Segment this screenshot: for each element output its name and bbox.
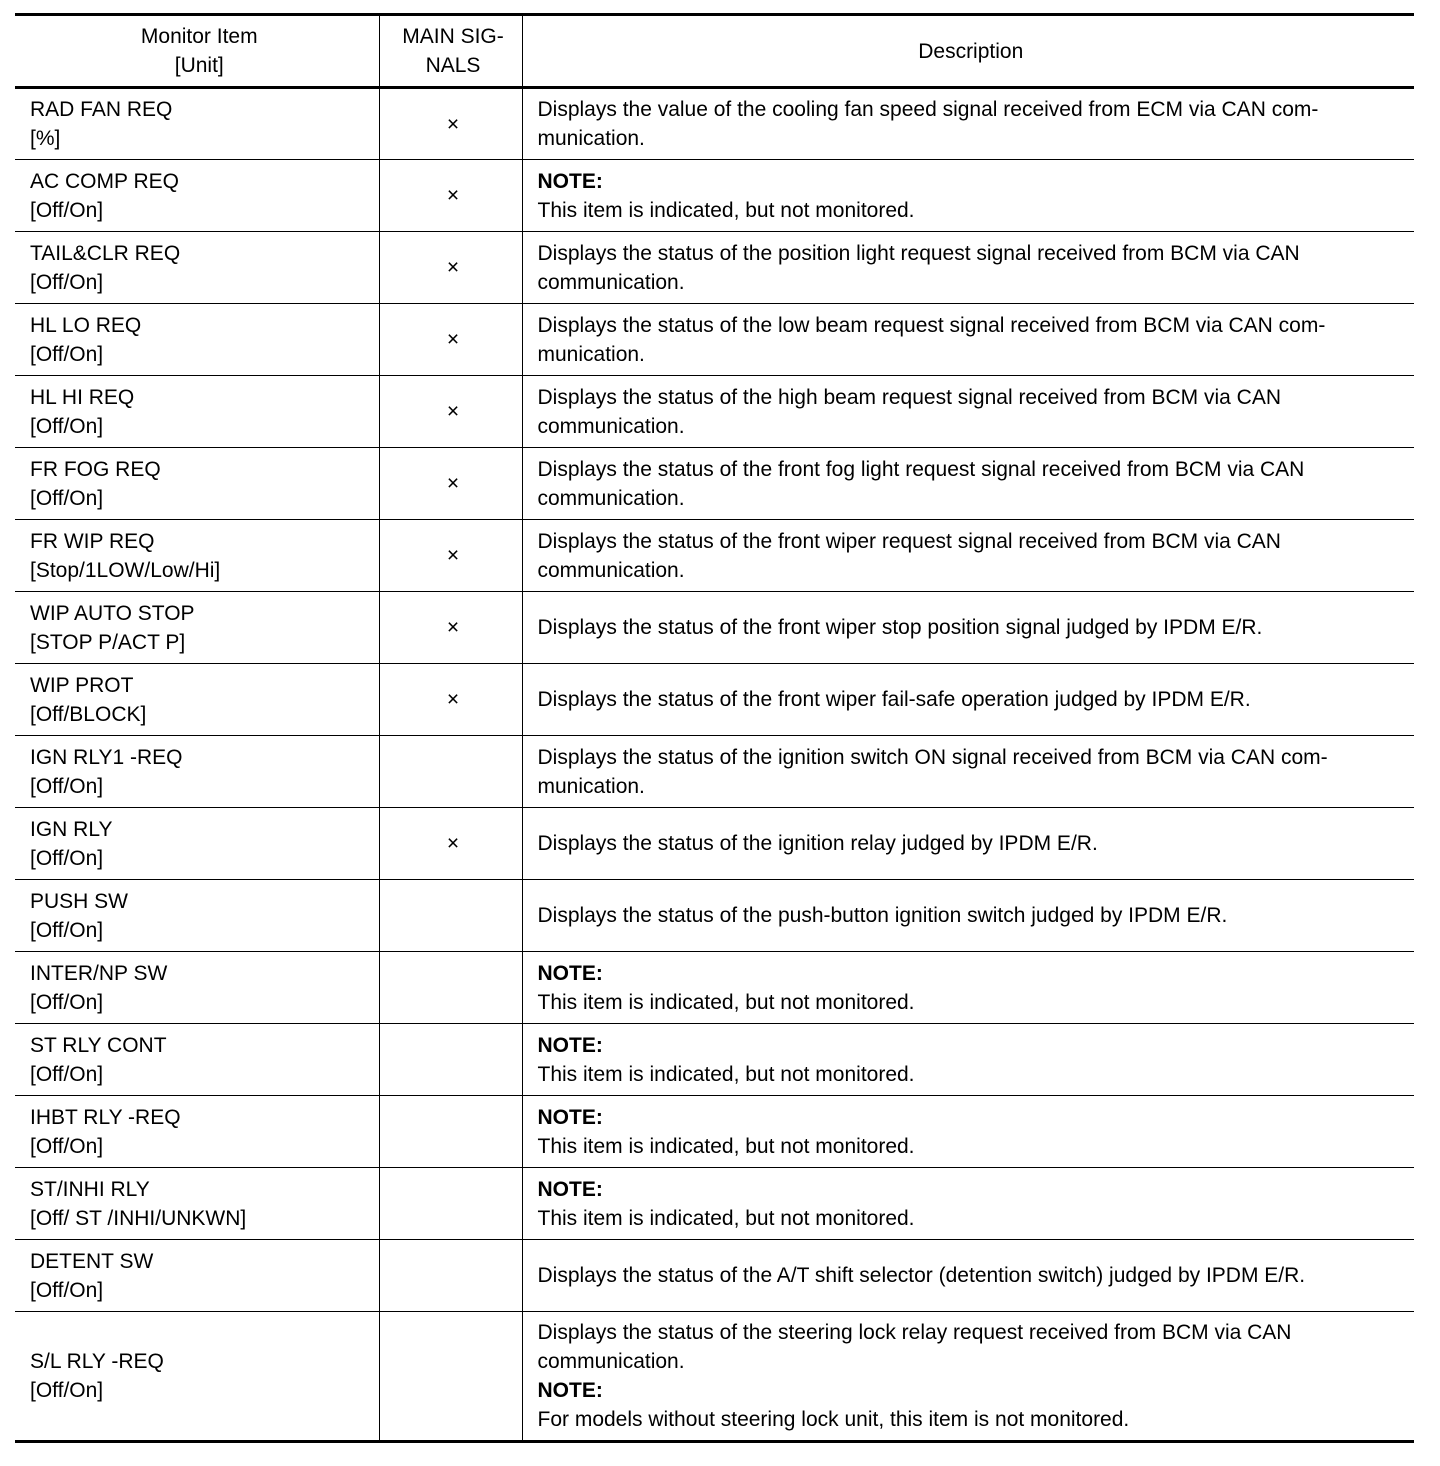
main-signal-cell [379, 1168, 522, 1240]
description-cell [522, 1024, 1414, 1096]
table-row [15, 1312, 1414, 1442]
monitor-item-unit: [Stop/1LOW/Low/Hi] [30, 558, 221, 582]
table-body [15, 88, 1414, 1442]
main-signal-cell [379, 592, 522, 664]
main-signal-mark: × [446, 112, 460, 136]
monitor-item-name: AC COMP REQ [30, 169, 179, 193]
main-signal-mark: × [446, 472, 460, 495]
header-monitor-item: Monitor Item [Unit] [15, 15, 379, 88]
monitor-item-cell [15, 880, 379, 952]
main-signal-mark: × [446, 616, 460, 639]
monitor-item-unit: [Off/On] [30, 1062, 104, 1086]
description-cell [522, 880, 1414, 952]
monitor-item-cell [15, 1168, 379, 1240]
monitor-item-name: DETENT SW [30, 1249, 154, 1273]
main-signal-cell [379, 808, 522, 880]
monitor-item-unit: [Off/On] [30, 774, 104, 798]
description-cell [522, 520, 1414, 592]
table-row [15, 520, 1414, 592]
monitor-item-name: ST RLY CONT [30, 1033, 167, 1057]
description-text: Displays the value of the cooling fan speed signal received from ECM via CAN com-munication. [537, 98, 1319, 150]
monitor-item-table [15, 13, 1414, 1443]
description-text: This item is indicated, but not monitored. [537, 1062, 915, 1086]
table-row [15, 880, 1414, 952]
description-cell [522, 448, 1414, 520]
description-cell [522, 1096, 1414, 1168]
monitor-item-name: WIP AUTO STOP [30, 601, 195, 625]
monitor-item-unit: [STOP P/ACT P] [30, 630, 186, 654]
main-signal-cell [379, 160, 522, 232]
main-signal-mark: × [446, 328, 460, 351]
table-row [15, 736, 1414, 808]
description-cell [522, 736, 1414, 808]
monitor-item-unit: [Off/On] [30, 1134, 104, 1158]
description-cell [522, 664, 1414, 736]
monitor-item-unit: [Off/On] [30, 270, 104, 294]
monitor-item-name: INTER/NP SW [30, 961, 168, 985]
monitor-item-cell [15, 304, 379, 376]
description-cell [522, 1168, 1414, 1240]
description-text: Displays the status of the front wiper request signal received from BCM via CAN communication. [537, 529, 1281, 582]
monitor-item-cell [15, 1312, 379, 1442]
monitor-item-cell [15, 520, 379, 592]
monitor-item-unit: [Off/On] [30, 846, 104, 870]
monitor-item-cell [15, 376, 379, 448]
monitor-item-unit: [Off/On] [30, 342, 104, 366]
main-signal-mark: × [446, 544, 460, 567]
description-text: Displays the status of the high beam request signal received from BCM via CAN communication. [537, 385, 1282, 438]
main-signal-mark: × [446, 832, 460, 855]
monitor-item-name: HL LO REQ [30, 313, 142, 337]
description-cell [522, 592, 1414, 664]
main-signal-cell [379, 880, 522, 952]
monitor-item-unit: [Off/On] [30, 1379, 104, 1402]
table-row [15, 808, 1414, 880]
description-text: Displays the status of the low beam request signal received from BCM via CAN com-munication. [537, 313, 1326, 366]
description-cell [522, 1240, 1414, 1312]
description-text: Displays the status of the front fog light request signal received from BCM via CAN communication. [537, 457, 1305, 510]
monitor-item-name: S/L RLY -REQ [30, 1350, 164, 1373]
description-text: Displays the status of the front wiper stop position signal judged by IPDM E/R. [537, 616, 1263, 639]
table-row [15, 592, 1414, 664]
main-signal-cell [379, 448, 522, 520]
monitor-item-cell [15, 448, 379, 520]
monitor-item-cell [15, 232, 379, 304]
monitor-item-unit: [Off/On] [30, 918, 104, 942]
header-main-signals: MAIN SIG- NALS [379, 15, 522, 88]
description-text: Displays the status of the ignition relay judged by IPDM E/R. [537, 832, 1098, 855]
description-text: Displays the status of the steering lock relay request received from BCM via CAN communication. [537, 1321, 1292, 1373]
description-text: Displays the status of the position light request signal received from BCM via CAN communication. [537, 241, 1300, 294]
table-row [15, 1240, 1414, 1312]
main-signal-cell [379, 1240, 522, 1312]
main-signal-cell [379, 1312, 522, 1442]
main-signal-cell [379, 376, 522, 448]
description-text: This item is indicated, but not monitored. [537, 1206, 915, 1230]
main-signal-cell [379, 304, 522, 376]
monitor-item-unit: [Off/BLOCK] [30, 702, 147, 726]
monitor-item-name: FR WIP REQ [30, 529, 155, 553]
table-row [15, 664, 1414, 736]
description-cell [522, 1312, 1414, 1442]
main-signal-cell [379, 232, 522, 304]
description-text: This item is indicated, but not monitored. [537, 990, 915, 1014]
monitor-item-unit: [Off/On] [30, 990, 104, 1014]
main-signal-cell [379, 664, 522, 736]
monitor-item-unit: [Off/ ST /INHI/UNKWN] [30, 1206, 247, 1230]
table-row [15, 232, 1414, 304]
monitor-item-cell [15, 808, 379, 880]
monitor-item-name: PUSH SW [30, 889, 129, 913]
note-label: NOTE: [537, 1379, 603, 1402]
description-text: Displays the status of the A/T shift selector (detention switch) judged by IPDM E/R. [537, 1264, 1306, 1287]
monitor-item-cell [15, 1096, 379, 1168]
table-row [15, 952, 1414, 1024]
note-label: NOTE: [537, 1105, 603, 1129]
monitor-item-unit: [%] [30, 127, 61, 150]
description-text: This item is indicated, but not monitored. [537, 198, 915, 222]
table-row [15, 1168, 1414, 1240]
table-row [15, 1024, 1414, 1096]
table-row [15, 304, 1414, 376]
main-signal-cell [379, 88, 522, 160]
description-text: Displays the status of the push-button ignition switch judged by IPDM E/R. [537, 904, 1228, 927]
monitor-item-cell [15, 88, 379, 160]
main-signal-mark: × [446, 184, 460, 207]
monitor-item-cell [15, 664, 379, 736]
table-row [15, 1096, 1414, 1168]
monitor-item-name: TAIL&CLR REQ [30, 241, 181, 265]
table-row [15, 448, 1414, 520]
note-label: NOTE: [537, 1177, 603, 1201]
monitor-item-name: IHBT RLY -REQ [30, 1105, 181, 1129]
main-signal-cell [379, 736, 522, 808]
main-signal-mark: × [446, 256, 460, 279]
monitor-item-cell [15, 952, 379, 1024]
description-cell [522, 160, 1414, 232]
description-text: Displays the status of the front wiper fail-safe operation judged by IPDM E/R. [537, 688, 1251, 711]
monitor-item-cell [15, 160, 379, 232]
table-header-row [15, 15, 1414, 88]
description-cell [522, 376, 1414, 448]
monitor-item-name: IGN RLY1 -REQ [30, 745, 183, 769]
table-row [15, 376, 1414, 448]
monitor-item-unit: [Off/On] [30, 198, 104, 222]
main-signal-cell [379, 1096, 522, 1168]
monitor-item-cell [15, 736, 379, 808]
main-signal-mark: × [446, 400, 460, 423]
description-text: Displays the status of the ignition switch ON signal received from BCM via CAN com-munication. [537, 745, 1328, 798]
monitor-item-name: WIP PROT [30, 673, 134, 697]
description-text: This item is indicated, but not monitored. [537, 1134, 915, 1158]
monitor-item-name: FR FOG REQ [30, 457, 161, 481]
description-cell [522, 304, 1414, 376]
note-label: NOTE: [537, 961, 603, 985]
description-text: For models without steering lock unit, this item is not monitored. [537, 1408, 1130, 1431]
monitor-item-name: IGN RLY [30, 817, 113, 841]
table-row [15, 88, 1414, 160]
header-description: Description [522, 15, 1414, 88]
monitor-item-cell [15, 1240, 379, 1312]
monitor-item-unit: [Off/On] [30, 486, 104, 510]
monitor-item-name: RAD FAN REQ [30, 98, 173, 121]
monitor-item-cell [15, 1024, 379, 1096]
monitor-item-unit: [Off/On] [30, 414, 104, 438]
table-row [15, 160, 1414, 232]
main-signal-mark: × [446, 688, 460, 711]
main-signal-cell [379, 1024, 522, 1096]
main-signal-cell [379, 952, 522, 1024]
note-label: NOTE: [537, 1033, 603, 1057]
description-cell [522, 232, 1414, 304]
description-cell [522, 808, 1414, 880]
monitor-item-name: HL HI REQ [30, 385, 135, 409]
monitor-item-unit: [Off/On] [30, 1278, 104, 1302]
description-cell [522, 88, 1414, 160]
description-cell [522, 952, 1414, 1024]
monitor-item-name: ST/INHI RLY [30, 1177, 150, 1201]
note-label: NOTE: [537, 169, 603, 193]
monitor-item-cell [15, 592, 379, 664]
main-signal-cell [379, 520, 522, 592]
